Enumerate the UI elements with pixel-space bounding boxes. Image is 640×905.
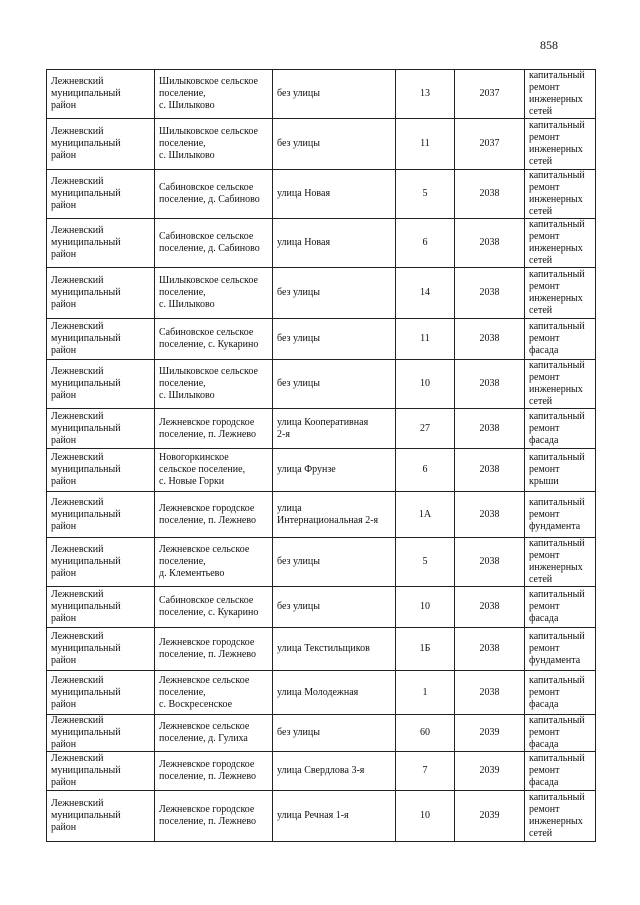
district-cell: Лежневский муниципальный район bbox=[47, 360, 155, 409]
table-row bbox=[47, 492, 596, 538]
house-number-cell: 10 bbox=[396, 791, 455, 842]
house-number-cell: 11 bbox=[396, 319, 455, 360]
work-type-cell: капитальный ремонт фасада bbox=[525, 587, 596, 628]
work-type-cell: капитальный ремонт фасада bbox=[525, 409, 596, 449]
settlement-cell: Шилыковское сельское поселение, с. Шилыково bbox=[155, 119, 273, 170]
house-number-cell: 14 bbox=[396, 268, 455, 319]
work-type-cell: капитальный ремонт фасада bbox=[525, 715, 596, 752]
year-cell: 2038 bbox=[455, 170, 525, 219]
house-number-cell: 1Б bbox=[396, 628, 455, 671]
work-type-cell: капитальный ремонт инженерных сетей bbox=[525, 219, 596, 268]
year-cell: 2037 bbox=[455, 70, 525, 119]
year-cell: 2038 bbox=[455, 360, 525, 409]
street-cell: без улицы bbox=[273, 538, 396, 587]
work-type-cell: капитальный ремонт инженерных сетей bbox=[525, 119, 596, 170]
work-type-cell: капитальный ремонт инженерных сетей bbox=[525, 70, 596, 119]
district-cell: Лежневский муниципальный район bbox=[47, 538, 155, 587]
table-body bbox=[47, 70, 596, 842]
table-row bbox=[47, 752, 596, 791]
table-row bbox=[47, 628, 596, 671]
house-number-cell: 11 bbox=[396, 119, 455, 170]
district-cell: Лежневский муниципальный район bbox=[47, 715, 155, 752]
street-cell: улица Фрунзе bbox=[273, 449, 396, 492]
year-cell: 2039 bbox=[455, 715, 525, 752]
district-cell: Лежневский муниципальный район bbox=[47, 268, 155, 319]
year-cell: 2038 bbox=[455, 409, 525, 449]
street-cell: улица Свердлова 3-я bbox=[273, 752, 396, 791]
house-number-cell: 10 bbox=[396, 360, 455, 409]
settlement-cell: Сабиновское сельское поселение, с. Кукарино bbox=[155, 319, 273, 360]
street-cell: без улицы bbox=[273, 70, 396, 119]
street-cell: улица Речная 1-я bbox=[273, 791, 396, 842]
table-row bbox=[47, 449, 596, 492]
house-number-cell: 6 bbox=[396, 449, 455, 492]
district-cell: Лежневский муниципальный район bbox=[47, 492, 155, 538]
house-number-cell: 27 bbox=[396, 409, 455, 449]
work-type-cell: капитальный ремонт фасада bbox=[525, 319, 596, 360]
work-type-cell: капитальный ремонт фасада bbox=[525, 671, 596, 715]
settlement-cell: Сабиновское сельское поселение, с. Кукарино bbox=[155, 587, 273, 628]
street-cell: без улицы bbox=[273, 715, 396, 752]
year-cell: 2038 bbox=[455, 628, 525, 671]
settlement-cell: Шилыковское сельское поселение, с. Шилыково bbox=[155, 360, 273, 409]
year-cell: 2038 bbox=[455, 268, 525, 319]
district-cell: Лежневский муниципальный район bbox=[47, 791, 155, 842]
table-row bbox=[47, 671, 596, 715]
district-cell: Лежневский муниципальный район bbox=[47, 671, 155, 715]
work-type-cell: капитальный ремонт фасада bbox=[525, 752, 596, 791]
settlement-cell: Шилыковское сельское поселение, с. Шилыково bbox=[155, 268, 273, 319]
table-row bbox=[47, 715, 596, 752]
year-cell: 2038 bbox=[455, 587, 525, 628]
street-cell: без улицы bbox=[273, 360, 396, 409]
table-row bbox=[47, 360, 596, 409]
page-number: 858 bbox=[540, 38, 558, 52]
street-cell: без улицы bbox=[273, 268, 396, 319]
settlement-cell: Лежневское сельское поселение, д. Клементьево bbox=[155, 538, 273, 587]
year-cell: 2038 bbox=[455, 449, 525, 492]
house-number-cell: 7 bbox=[396, 752, 455, 791]
settlement-cell: Лежневское сельское поселение, с. Воскресенское bbox=[155, 671, 273, 715]
street-cell: улица Кооперативная 2-я bbox=[273, 409, 396, 449]
district-cell: Лежневский муниципальный район bbox=[47, 219, 155, 268]
work-type-cell: капитальный ремонт крыши bbox=[525, 449, 596, 492]
work-type-cell: капитальный ремонт фундамента bbox=[525, 492, 596, 538]
street-cell: улица Новая bbox=[273, 219, 396, 268]
housing-repair-table bbox=[46, 69, 596, 842]
settlement-cell: Лежневское городское поселение, п. Лежнево bbox=[155, 628, 273, 671]
table-row bbox=[47, 409, 596, 449]
house-number-cell: 1 bbox=[396, 671, 455, 715]
settlement-cell: Лежневское сельское поселение, д. Гулиха bbox=[155, 715, 273, 752]
settlement-cell: Сабиновское сельское поселение, д. Сабиново bbox=[155, 170, 273, 219]
street-cell: улица Молодежная bbox=[273, 671, 396, 715]
year-cell: 2038 bbox=[455, 671, 525, 715]
work-type-cell: капитальный ремонт фундамента bbox=[525, 628, 596, 671]
district-cell: Лежневский муниципальный район bbox=[47, 587, 155, 628]
street-cell: улица Интернациональная 2-я bbox=[273, 492, 396, 538]
house-number-cell: 60 bbox=[396, 715, 455, 752]
street-cell: без улицы bbox=[273, 587, 396, 628]
table-row bbox=[47, 170, 596, 219]
house-number-cell: 5 bbox=[396, 538, 455, 587]
district-cell: Лежневский муниципальный район bbox=[47, 449, 155, 492]
settlement-cell: Лежневское городское поселение, п. Лежнево bbox=[155, 492, 273, 538]
house-number-cell: 13 bbox=[396, 70, 455, 119]
year-cell: 2037 bbox=[455, 119, 525, 170]
year-cell: 2038 bbox=[455, 219, 525, 268]
street-cell: без улицы bbox=[273, 319, 396, 360]
work-type-cell: капитальный ремонт инженерных сетей bbox=[525, 170, 596, 219]
year-cell: 2038 bbox=[455, 492, 525, 538]
table-row bbox=[47, 791, 596, 842]
street-cell: без улицы bbox=[273, 119, 396, 170]
district-cell: Лежневский муниципальный район bbox=[47, 319, 155, 360]
year-cell: 2039 bbox=[455, 791, 525, 842]
table-row bbox=[47, 319, 596, 360]
year-cell: 2039 bbox=[455, 752, 525, 791]
settlement-cell: Лежневское городское поселение, п. Лежнево bbox=[155, 752, 273, 791]
street-cell: улица Новая bbox=[273, 170, 396, 219]
table-row bbox=[47, 219, 596, 268]
work-type-cell: капитальный ремонт инженерных сетей bbox=[525, 538, 596, 587]
year-cell: 2038 bbox=[455, 319, 525, 360]
table-row bbox=[47, 268, 596, 319]
settlement-cell: Шилыковское сельское поселение, с. Шилыково bbox=[155, 70, 273, 119]
table-row bbox=[47, 538, 596, 587]
settlement-cell: Лежневское городское поселение, п. Лежнево bbox=[155, 791, 273, 842]
house-number-cell: 5 bbox=[396, 170, 455, 219]
district-cell: Лежневский муниципальный район bbox=[47, 70, 155, 119]
district-cell: Лежневский муниципальный район bbox=[47, 119, 155, 170]
settlement-cell: Сабиновское сельское поселение, д. Сабиново bbox=[155, 219, 273, 268]
settlement-cell: Новогоркинское сельское поселение, с. Новые Горки bbox=[155, 449, 273, 492]
year-cell: 2038 bbox=[455, 538, 525, 587]
table-row bbox=[47, 119, 596, 170]
work-type-cell: капитальный ремонт инженерных сетей bbox=[525, 268, 596, 319]
work-type-cell: капитальный ремонт инженерных сетей bbox=[525, 791, 596, 842]
district-cell: Лежневский муниципальный район bbox=[47, 752, 155, 791]
settlement-cell: Лежневское городское поселение, п. Лежнево bbox=[155, 409, 273, 449]
district-cell: Лежневский муниципальный район bbox=[47, 409, 155, 449]
street-cell: улица Текстильщиков bbox=[273, 628, 396, 671]
district-cell: Лежневский муниципальный район bbox=[47, 170, 155, 219]
table-row bbox=[47, 587, 596, 628]
house-number-cell: 6 bbox=[396, 219, 455, 268]
house-number-cell: 1А bbox=[396, 492, 455, 538]
table-row bbox=[47, 70, 596, 119]
house-number-cell: 10 bbox=[396, 587, 455, 628]
work-type-cell: капитальный ремонт инженерных сетей bbox=[525, 360, 596, 409]
district-cell: Лежневский муниципальный район bbox=[47, 628, 155, 671]
